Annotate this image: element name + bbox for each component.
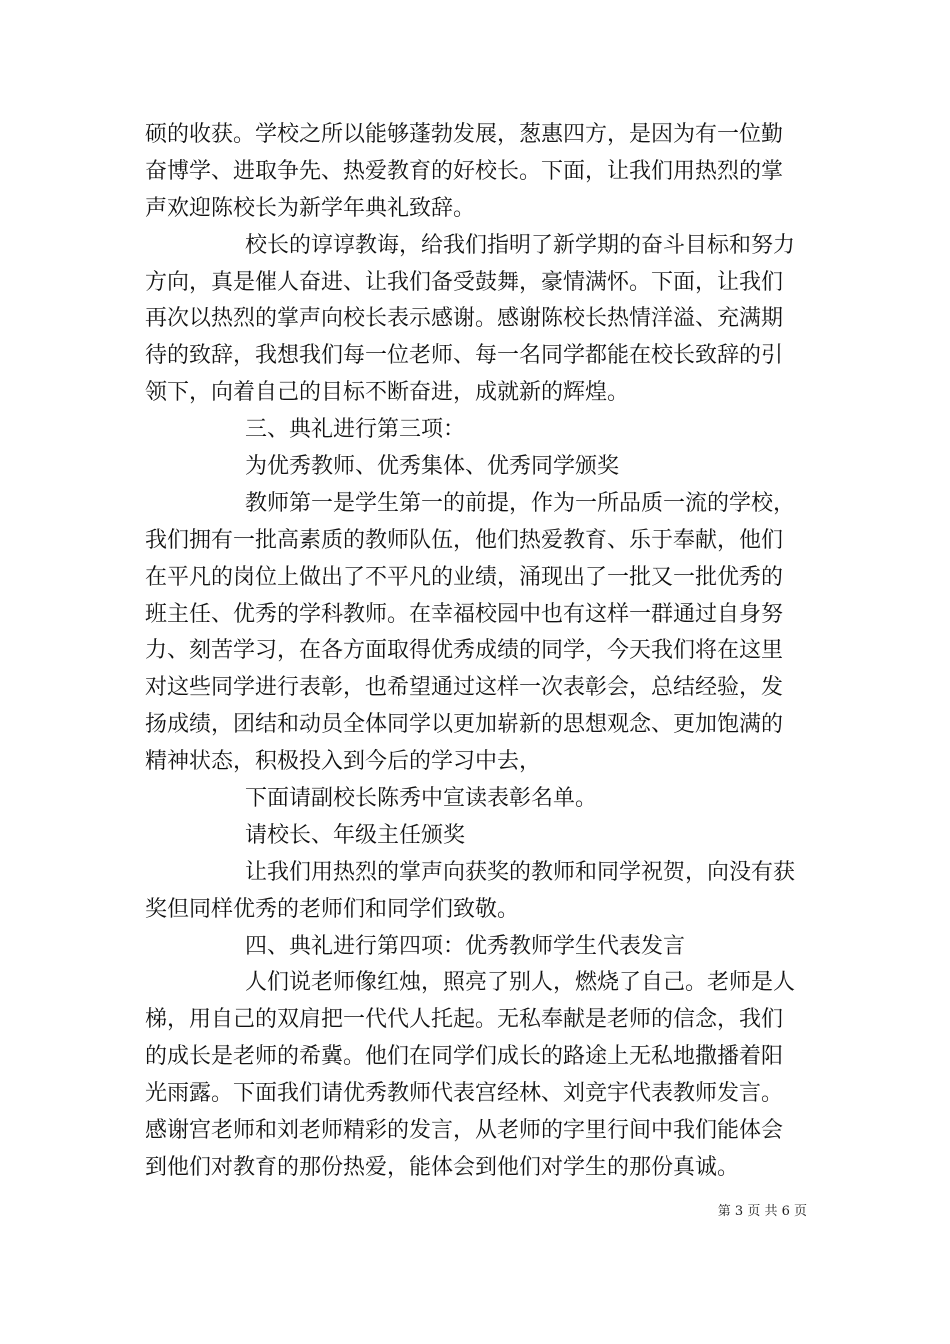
- section-heading: 四、典礼进行第四项：优秀教师学生代表发言: [245, 933, 686, 959]
- text-line: 请校长、年级主任颁奖: [245, 822, 466, 848]
- text-line: 精神状态，积极投入到今后的学习中去，: [145, 749, 542, 775]
- text-line: 对这些同学进行表彰，也希望通过这样一次表彰会，总结经验，发: [145, 675, 784, 701]
- text-line: 我们拥有一批高素质的教师队伍，他们热爱教育、乐于奉献，他们: [145, 527, 784, 553]
- text-line: 教师第一是学生第一的前提，作为一所品质一流的学校，: [245, 490, 796, 516]
- page-number: 第 3 页 共 6 页: [717, 1204, 807, 1219]
- text-line: 待的致辞，我想我们每一位老师、每一名同学都能在校长致辞的引: [145, 343, 784, 369]
- text-line: 下面请副校长陈秀中宣读表彰名单。: [245, 786, 598, 812]
- text-line: 梯，用自己的双肩把一代代人托起。无私奉献是老师的信念，我们: [145, 1007, 784, 1033]
- text-line: 为优秀教师、优秀集体、优秀同学颁奖: [245, 454, 620, 480]
- text-line: 感谢宫老师和刘老师精彩的发言，从老师的字里行间中我们能体会: [145, 1118, 784, 1144]
- text-line: 校长的谆谆教诲，给我们指明了新学期的奋斗目标和努力: [245, 232, 796, 258]
- document-body: [145, 117, 809, 1187]
- text-line: 光雨露。下面我们请优秀教师代表宫经林、刘竞宇代表教师发言。: [145, 1081, 784, 1107]
- text-line: 领下，向着自己的目标不断奋进，成就新的辉煌。: [145, 380, 630, 406]
- text-line: 硕的收获。学校之所以能够蓬勃发展，葱惠四方，是因为有一位勤: [145, 122, 784, 147]
- text-line: 到他们对教育的那份热爱，能体会到他们对学生的那份真诚。: [145, 1154, 740, 1180]
- section-heading: 三、典礼进行第三项：: [245, 417, 466, 443]
- text-line: 扬成绩，团结和动员全体同学以更加崭新的思想观念、更加饱满的: [145, 712, 784, 738]
- text-line: 方向，真是催人奋进、让我们备受鼓舞，豪情满怀。下面，让我们: [145, 269, 784, 295]
- text-line: 声欢迎陈校长为新学年典礼致辞。: [145, 195, 476, 221]
- text-line: 在平凡的岗位上做出了不平凡的业绩，涌现出了一批又一批优秀的: [145, 564, 784, 590]
- text-line: 再次以热烈的掌声向校长表示感谢。感谢陈校长热情洋溢、充满期: [145, 306, 784, 332]
- text-line: 奋博学、进取争先、热爱教育的好校长。下面，让我们用热烈的掌: [145, 158, 784, 184]
- text-line: 人们说老师像红烛，照亮了别人，燃烧了自己。老师是人: [245, 970, 796, 996]
- text-line: 力、刻苦学习，在各方面取得优秀成绩的同学，今天我们将在这里: [145, 638, 784, 664]
- text-line: 的成长是老师的希冀。他们在同学们成长的路途上无私地撒播着阳: [145, 1044, 784, 1070]
- text-line: 让我们用热烈的掌声向获奖的教师和同学祝贺，向没有获: [245, 859, 796, 885]
- text-line: 奖但同样优秀的老师们和同学们致敬。: [145, 896, 520, 922]
- text-line: 班主任、优秀的学科教师。在幸福校园中也有这样一群通过自身努: [145, 601, 784, 627]
